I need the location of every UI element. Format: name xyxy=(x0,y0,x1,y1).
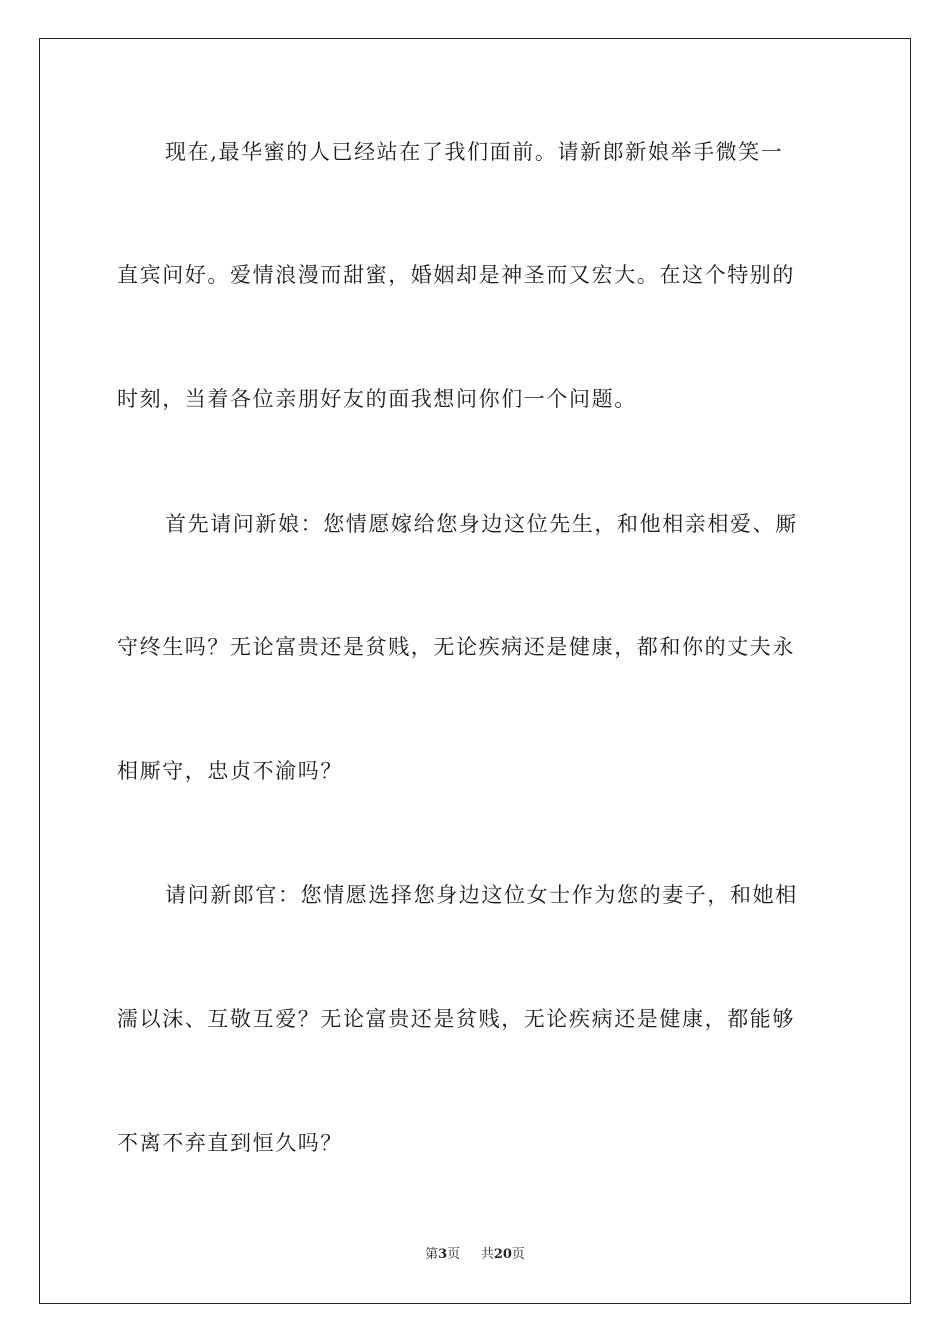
paragraph-2-line-3: 相厮守，忠贞不渝吗？ xyxy=(117,759,343,783)
paragraph-3-line-2: 濡以沫、互敬互爱？无论富贵还是贫贱，无论疾病还是健康，都能够 xyxy=(117,1007,795,1031)
paragraph-2-line-1: 首先请问新娘：您情愿嫁给您身边这位先生，和他相亲相爱、厮 xyxy=(165,512,798,536)
paragraph-3-line-3: 不离不弃直到恒久吗？ xyxy=(117,1131,343,1155)
paragraph-3-line-1: 请问新郎官：您情愿选择您身边这位女士作为您的妻子，和她相 xyxy=(165,883,798,907)
page-indicator xyxy=(425,1246,460,1264)
page-border xyxy=(39,38,911,1304)
paragraph-1-line-1: 现在,最华蜜的人已经站在了我们面前。请新郎新娘举手微笑一 xyxy=(165,140,784,164)
total-pages-indicator xyxy=(481,1246,525,1264)
total-prefix: 共 xyxy=(480,1247,494,1262)
page-footer xyxy=(0,1246,950,1264)
page-suffix: 页 xyxy=(447,1247,461,1262)
page-number: 3 xyxy=(438,1247,448,1262)
paragraph-2-line-2: 守终生吗？无论富贵还是贫贱，无论疾病还是健康，都和你的丈夫永 xyxy=(117,635,795,659)
total-pages: 20 xyxy=(493,1247,512,1262)
page-prefix: 第 xyxy=(425,1247,439,1262)
total-suffix: 页 xyxy=(511,1247,525,1262)
paragraph-1-line-2: 直宾问好。爱情浪漫而甜蜜，婚姻却是神圣而又宏大。在这个特别的 xyxy=(117,263,795,287)
paragraph-1-line-3: 时刻，当着各位亲朋好友的面我想问你们一个问题。 xyxy=(117,387,637,411)
